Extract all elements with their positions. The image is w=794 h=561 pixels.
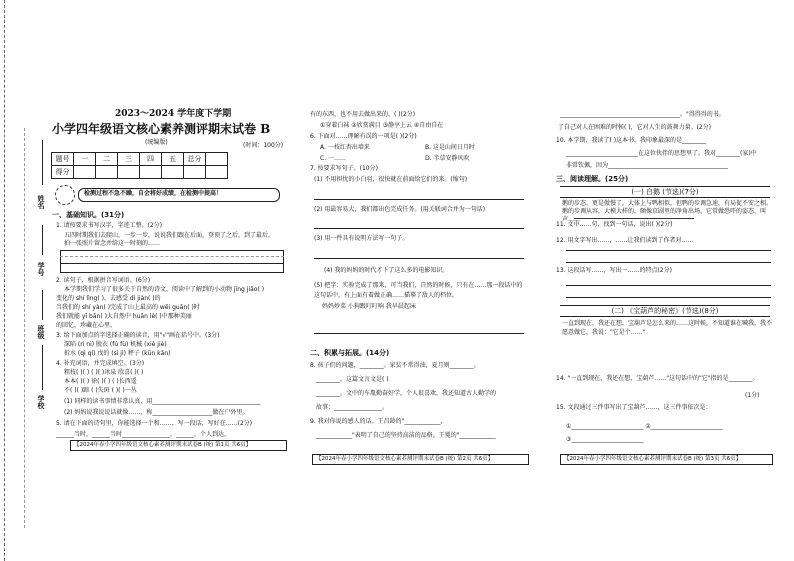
answer-line[interactable] xyxy=(566,262,771,263)
p2-line: 有的东西，也不用去做出来的。( )(2分) xyxy=(310,111,416,118)
exam-time: (时间：100分) xyxy=(243,142,284,149)
score-cell[interactable] xyxy=(74,166,96,179)
q9-text: 9. 我对你说的感人的话。王昌龄的"____________， xyxy=(310,418,447,425)
p2-options: ①穿着白袜 ②欣赏满目 ③静享上云 ④自由自在 xyxy=(320,122,444,129)
mascot-icon xyxy=(55,185,75,205)
score-cell[interactable] xyxy=(206,166,228,179)
p3-line: 了自己对人在困难的时候( )，它对人生的鼓舞力量。(2分) xyxy=(558,124,712,131)
q4-line: 本本( )( ) 徐( )( ) ( )长西遥 xyxy=(64,378,137,385)
q2-text: 2. 读句子，根据拼音写词语。(6分) xyxy=(56,277,151,284)
q9-line: ____________"表明了自己的坚持高洁的品格。王冕的"____________ xyxy=(316,432,496,439)
q15-text: 15. 文段通过三件事写出了宝葫芦……，这三件事依次是： xyxy=(556,404,712,411)
section-3-title: 三、阅读理解。(25分) xyxy=(556,175,629,183)
q1-passage: 五四时期我们去爬山，一步一步，说说我们跟在后面，登顶了之后，到了最后，拍一张照片留念并给这一时刻的…… xyxy=(64,232,275,247)
score-cell[interactable] xyxy=(184,166,206,179)
q12-text: 12. 用文字写出……，……让我们读到了作者对…… xyxy=(556,237,694,244)
q1-text: 1. 请按要求书写汉字，字迹工整。(2分) xyxy=(56,222,163,229)
q2-line: 的回忆，珍藏在心里。 xyxy=(56,322,117,329)
score-header: 四 xyxy=(140,153,162,166)
score-cell[interactable] xyxy=(118,166,140,179)
q3-line: 深陷 (rì nì) 脱衣 (fú fù) 机械 (xiè jiè) xyxy=(64,341,167,348)
exam-title: 小学四年级语文核心素养测评期末试卷 B xyxy=(52,122,271,136)
answer-line[interactable] xyxy=(314,228,524,229)
q7-3: (3) 用一件具有说明方法写一句子。 xyxy=(314,235,409,242)
binding-school-label: 学校 xyxy=(37,395,45,409)
exam-year: 2023～2024 学年度下学期 xyxy=(115,109,232,119)
reading-2-passage: 一直到现在，我还在想，宝葫芦是怎么来的……这时候，不知道谁在喊我，我不愿意做它，我说："它是个……" xyxy=(562,320,773,336)
score-cell[interactable] xyxy=(96,166,118,179)
binding-class-label: 班级 xyxy=(37,325,45,339)
q10-line: 非常钦佩，因为________________________________________ xyxy=(566,162,729,169)
p3-line: ________________________________________。"得得得的书。 xyxy=(560,111,725,118)
q6-text: 6. 下面对……理解有误的一项是( )(2分) xyxy=(310,133,417,140)
q6-option-c[interactable]: C. 一…… xyxy=(320,155,347,162)
q6-option-b[interactable]: B. 这是山间日月时 xyxy=(425,144,475,151)
q2-line: 本学期我们学习了很多关于自然的诗文，阅读中了解到的小动物 jīng jiǎo( ) xyxy=(64,286,265,293)
q8-line: 故事：________________。 xyxy=(316,404,389,411)
q8-line: ________。这篇文言文是( ) xyxy=(316,376,389,383)
q10-text: 10. 本学期，我读了( )这本书，我印象最深的是________ xyxy=(556,137,707,144)
score-header: 总分 xyxy=(184,153,206,166)
score-header: 二 xyxy=(96,153,118,166)
binding-class-line xyxy=(42,290,43,320)
q6-option-d[interactable]: D. 半草安静风吹 xyxy=(425,155,470,162)
q2-line: 变化的 shí lìng( )，去感受 dì jiàn( )的 xyxy=(56,295,161,302)
q7-2: (2) 用最容易大，我们都出色完成任务。(用关联词合并为一句话) xyxy=(314,206,486,213)
q4-line: (2) 妈妈说我说说话就像……，称____________________做在户外里。 xyxy=(64,409,249,416)
q7-4: (4) 我的妈妈的时代才下了这么多的电影知识。 xyxy=(324,267,449,274)
q8-text: 8. 孩子们的问题，________。家贫不常得油，夏月则________。 xyxy=(310,362,480,369)
q7-text: 7. 按要求写句子。(10分) xyxy=(310,165,378,172)
binding-cut-line xyxy=(4,0,5,561)
binding-school-line xyxy=(42,345,43,390)
banner-text: 检测过程不急不躁，自会将好成绩，在检测中提高！ xyxy=(84,190,223,197)
section-1-title: 一、基础知识。(31分) xyxy=(52,211,125,219)
q5-line: ______当时，______当时________________，______，个人到达， xyxy=(56,431,231,438)
q3-text: 3. 给下面加点的字选择正确的读音，用"√"画在括号中。(3分) xyxy=(56,332,220,339)
q15-line: ①________________________ ②________________________ xyxy=(566,423,723,430)
q5-text: 5. 请在下面的诗句里，你能选择一个和……，写一段话，写好在……(2分) xyxy=(56,420,253,427)
q4-line: 粗枝( )( ) ( )( )冰泉 欣喜( )( ) xyxy=(64,369,144,376)
page-2-footer: 【2024年春小学四年级语文核心素养测评期末试卷B (统) 第2页 共6页】 xyxy=(312,454,529,465)
binding-name-line xyxy=(42,140,43,185)
answer-line[interactable] xyxy=(314,199,524,200)
q1-writing-box-2[interactable] xyxy=(60,263,284,273)
score-table xyxy=(51,152,228,179)
q2-line: 我们就能 yī bān( )大自然中 huān lè( )中那种美丽 xyxy=(56,313,192,320)
page-1-footer: 【2024年春小学四年级语文核心素养测评期末试卷B (统) 第1页 共6页】 xyxy=(70,440,287,451)
q8-line: ________。文中的车胤勤奋好学，个人很喜欢，我还知道古人勤学的 xyxy=(316,390,497,397)
section-2-title: 二、积累与拓展。(14分) xyxy=(310,349,390,357)
binding-name-label: 姓名 xyxy=(37,195,45,209)
q3-line: 折水 (qì qí) 戊的 (sì jì) 秤子 (kūn kǎn) xyxy=(64,350,171,357)
q2-line: 当我们的 shí yàn( )完成了山上最高的 wēi guān( )时 xyxy=(56,304,200,311)
q10-line: ________________________在这位伙伴的思想里了。我对________(家)中 xyxy=(566,150,757,157)
q4-line: (1) 同样的读书事情非常认真，用____________________________________ xyxy=(64,398,261,405)
answer-line[interactable] xyxy=(566,297,771,298)
q7-5b: 这句话中，有上面有着做正确……描摹了敌人的档位。 xyxy=(314,292,459,299)
score-header xyxy=(206,153,228,166)
writing-guide xyxy=(60,256,284,257)
answer-line[interactable] xyxy=(566,250,771,251)
binding-fold-line xyxy=(24,128,25,528)
reading-1-passage: 鹅的步态，更是傲慢了。大体上与鸭相似，但鸭的步调急速，有局促不安之相。鹅的步调从容，大模大样的，颇像京剧里的净角出场。它常做恐吓的姿态，叫声…… xyxy=(562,200,773,223)
q14-text: 14. "一直到现在，我还在想，宝葫芦……"这句话中的"它"指的是________。 xyxy=(556,375,759,382)
score-header: 三 xyxy=(118,153,140,166)
score-cell[interactable] xyxy=(140,166,162,179)
q7-words: 妈妈炒菜 小狗跟叮叮响 我早晨起床 xyxy=(322,303,416,310)
score-header: 五 xyxy=(162,153,184,166)
q15-line: ③________________________ xyxy=(566,436,644,443)
q4-line: 不( )( )蹄 ( )失斑 ( )( )一丛 xyxy=(64,387,137,394)
binding-id-label: 学号 xyxy=(37,262,45,276)
page-3-footer: 【2024年春小学四年级语文核心素养测评期末试卷B (统) 第3页 共6页】 xyxy=(560,454,773,465)
binding-id-line xyxy=(42,225,43,255)
score-cell[interactable] xyxy=(162,166,184,179)
reading-2-title: (二) 《宝葫芦的秘密》(节选)(8分) xyxy=(560,305,770,317)
answer-line[interactable] xyxy=(566,285,771,286)
underline-mark xyxy=(574,218,694,219)
q7-5a: (5) 把字：实验完成了那来，可当我们，自然的时候，只有在……那一段话中的 xyxy=(314,282,523,289)
q6-option-a[interactable]: A. 一枝红杏出墙来 xyxy=(320,144,370,151)
score-header: 一 xyxy=(74,153,96,166)
score-header: 题号 xyxy=(52,153,74,166)
answer-line[interactable] xyxy=(314,258,524,259)
q1-writing-box[interactable] xyxy=(60,250,284,264)
score-row-label: 得分 xyxy=(52,166,74,179)
q4-text: 4. 补充词语，并完成填空。(3分) xyxy=(56,360,145,367)
q11-text: 11. 文中……句，找到一句话，说出( )(2分) xyxy=(556,221,673,228)
answer-line[interactable] xyxy=(314,333,524,334)
exam-edition: (统编版) xyxy=(145,139,168,146)
reading-1-title: (一) 白鹅 (节选)(7分) xyxy=(560,186,770,198)
q13-text: 13. 这段话写……，写出一……的特点(2分) xyxy=(556,267,672,274)
q7-1: (1) 不用担忧的小白羽，很快就在前面给它们的来。(缩句) xyxy=(314,176,468,183)
q14-score: (1分) xyxy=(745,392,760,399)
